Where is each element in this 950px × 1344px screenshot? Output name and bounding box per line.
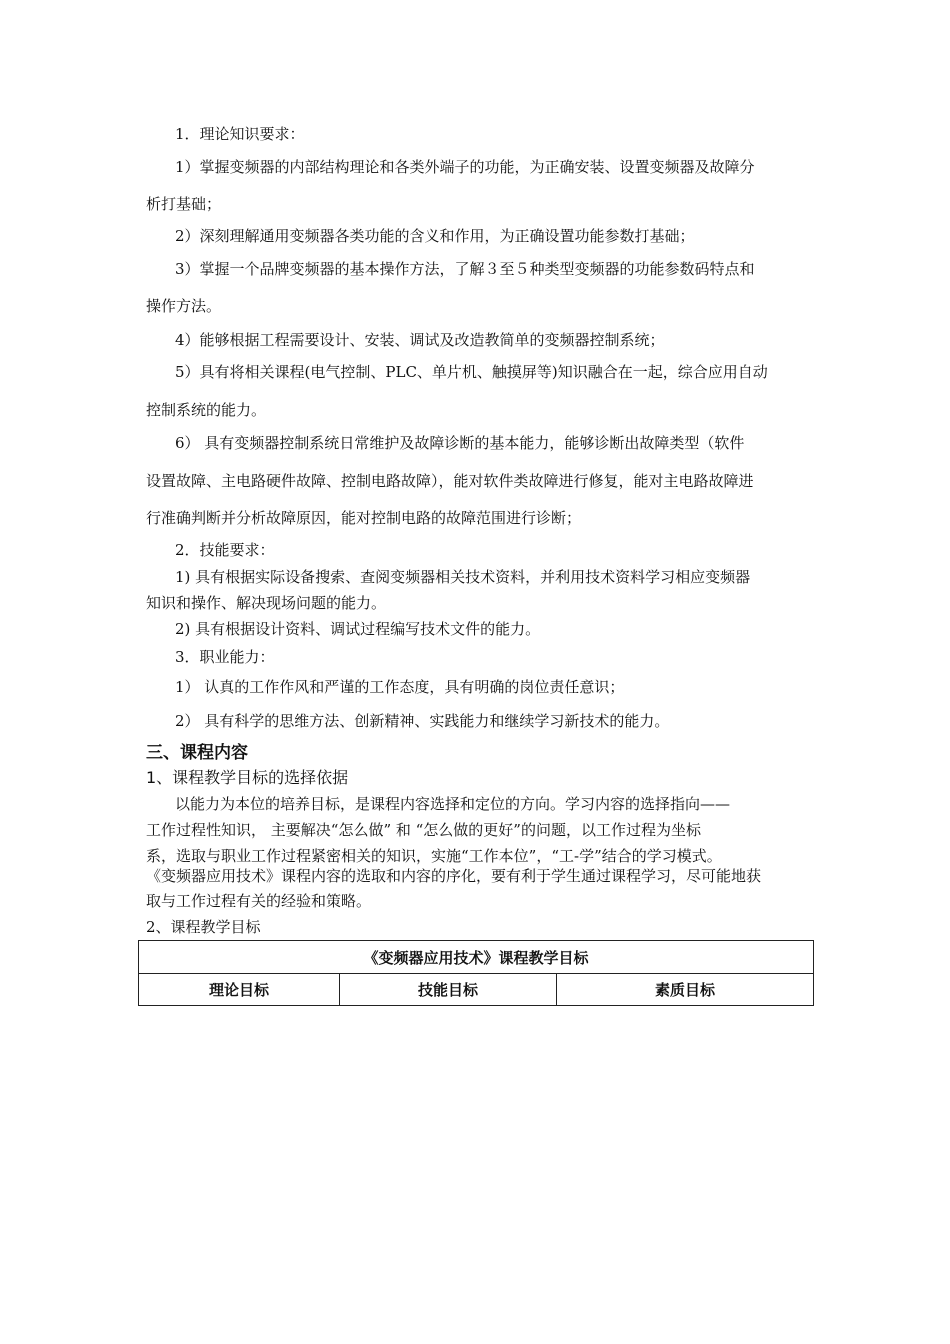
- theory-item-6-cont2: 行准确判断并分析故障原因，能对控制电路的故障范围进行诊断；: [146, 509, 582, 527]
- column-skill-goal: 技能目标: [340, 974, 557, 1006]
- subsection-heading-1: 1、课程教学目标的选择依据: [146, 768, 349, 787]
- vocation-title: 3．职业能力：: [175, 648, 275, 666]
- skills-item-1: 1) 具有根据实际设备搜索、查阅变频器相关技术资料，并利用技术资料学习相应变频器: [175, 568, 751, 586]
- paragraph-line-2: 工作过程性知识， 主要解决“怎么做” 和 “怎么做的更好”的问题，以工作过程为坐标: [146, 821, 701, 839]
- table-header-row: [139, 974, 814, 1006]
- skills-item-1-cont: 知识和操作、解决现场问题的能力。: [146, 594, 387, 612]
- paragraph-line-1: 以能力为本位的培养目标，是课程内容选择和定位的方向。学习内容的选择指向——: [175, 795, 731, 813]
- theory-item-1: 1）掌握变频器的内部结构理论和各类外端子的功能，为正确安装、设置变频器及故障分: [175, 158, 755, 176]
- subsection-heading-2: 2、课程教学目标: [146, 918, 261, 936]
- skills-item-2: 2) 具有根据设计资料、调试过程编写技术文件的能力。: [175, 620, 541, 638]
- table-caption-row: [139, 941, 814, 974]
- theory-item-6-cont: 设置故障、主电路硬件故障、控制电路故障），能对软件类故障进行修复，能对主电路故障进: [146, 472, 754, 490]
- paragraph-line-4: 《变频器应用技术》课程内容的选取和内容的序化，要有利于学生通过课程学习，尽可能地获: [146, 867, 762, 885]
- column-quality-goal: 素质目标: [557, 974, 814, 1006]
- paragraph-line-3: 系，选取与职业工作过程紧密相关的知识，实施“工作本位”，“工-学”结合的学习模式。: [146, 847, 722, 865]
- theory-item-2: 2）深刻理解通用变频器各类功能的含义和作用，为正确设置功能参数打基础；: [175, 227, 695, 245]
- theory-item-3: 3）掌握一个品牌变频器的基本操作方法，了解３至５种类型变频器的功能参数码特点和: [175, 260, 755, 278]
- vocation-item-1: 1） 认真的工作作风和严谨的工作态度，具有明确的岗位责任意识；: [175, 678, 625, 696]
- goals-table: [138, 940, 814, 1006]
- theory-item-5-cont: 控制系统的能力。: [146, 401, 267, 419]
- theory-item-6: 6） 具有变频器控制系统日常维护及故障诊断的基本能力，能够诊断出故障类型（软件: [175, 434, 745, 452]
- paragraph-line-5: 取与工作过程有关的经验和策略。: [146, 892, 372, 910]
- theory-item-4: 4）能够根据工程需要设计、安装、调试及改造教简单的变频器控制系统；: [175, 331, 665, 349]
- theory-item-3-cont: 操作方法。: [146, 297, 222, 315]
- table-caption: 《变频器应用技术》课程教学目标: [139, 941, 814, 974]
- skills-title: 2．技能要求：: [175, 541, 275, 559]
- theory-item-5: 5）具有将相关课程(电气控制、PLC、单片机、触摸屏等)知识融合在一起，综合应用自动: [175, 363, 768, 381]
- section-heading: 三、课程内容: [146, 743, 248, 763]
- vocation-item-2: 2） 具有科学的思维方法、创新精神、实践能力和继续学习新技术的能力。: [175, 712, 670, 730]
- column-theory-goal: 理论目标: [139, 974, 340, 1006]
- theory-item-1-cont: 析打基础；: [146, 195, 222, 213]
- theory-title: 1．理论知识要求：: [175, 125, 305, 143]
